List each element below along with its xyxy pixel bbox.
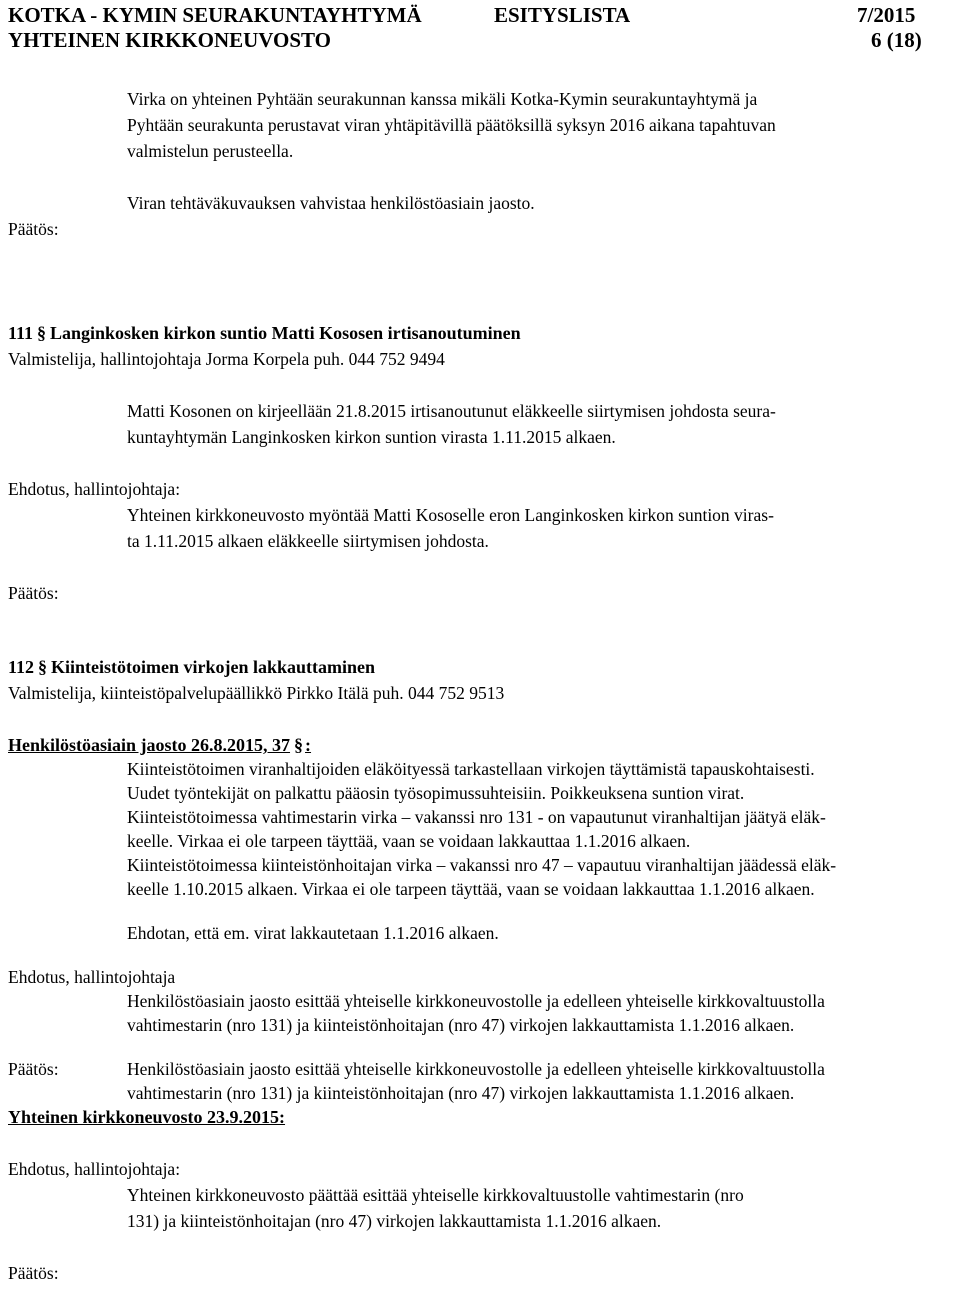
- item-112-body: Kiinteistötoimessa vahtimestarin virka – vakanssi nro 131 - on vapautunut viranhaltijan jäätyä eläk-: [127, 807, 826, 827]
- item-112-body: keelle 1.10.2015 alkaen. Virkaa ei ole tarpeen täyttää, vaan se voidaan lakkauttaa 1.1.2016 alkaen.: [127, 879, 815, 899]
- intro-line: Virka on yhteinen Pyhtään seurakunnan kanssa mikäli Kotka-Kymin seurakuntayhtymä ja: [127, 89, 758, 109]
- item-112-suggestion: Ehdotan, että em. virat lakkautetaan 1.1.2016 alkaen.: [127, 923, 499, 943]
- decision-label: Päätös:: [8, 219, 59, 239]
- section-sign: §: [38, 657, 48, 677]
- item-112-decision: vahtimestarin (nro 131) ja kiinteistönhoitajan (nro 47) virkojen lakkauttamista 1.1.2016 alkaen.: [127, 1083, 795, 1103]
- item-title: Kiinteistötoimen virkojen lakkauttaminen: [51, 657, 376, 677]
- item-112-proposal: Henkilöstöasiain jaosto esittää yhteiselle kirkkoneuvostolle ja edelleen yhteiselle kirkkovaltuustolla: [127, 991, 825, 1011]
- item-112-preparer: Valmistelija, kiinteistöpalvelupäällikkö Pirkko Itälä puh. 044 752 9513: [8, 683, 505, 703]
- item-number: 112: [8, 657, 35, 677]
- item-111-preparer: Valmistelija, hallintojohtaja Jorma Korpela puh. 044 752 9494: [8, 349, 445, 369]
- board-name: YHTEINEN KIRKKONEUVOSTO: [8, 28, 332, 52]
- item-111-body: Matti Kosonen on kirjeellään 21.8.2015 irtisanoutunut eläkkeelle siirtymisen johdosta seura-: [127, 401, 776, 421]
- item-112-heading: [8, 654, 375, 680]
- decision-label: Päätös:: [8, 583, 59, 603]
- decision-label: Päätös:: [8, 1059, 59, 1079]
- item-112-proposal: vahtimestarin (nro 131) ja kiinteistönhoitajan (nro 47) virkojen lakkauttamista 1.1.2016 alkaen.: [127, 1015, 795, 1035]
- section-sign: §: [37, 323, 47, 343]
- intro-line: Pyhtään seurakunta perustavat viran yhtäpitävillä päätöksillä syksyn 2016 aikana tapahtuvan: [127, 115, 776, 135]
- subcommittee-heading: Henkilöstöasiain jaosto 26.8.2015, 37 § :: [8, 732, 311, 758]
- item-111-proposal: ta 1.11.2015 alkaen eläkkeelle siirtymisen johdosta.: [127, 531, 489, 551]
- document-number: 7/2015: [857, 3, 916, 27]
- page-number: 6 (18): [871, 28, 922, 52]
- item-112-body: Kiinteistötoimen viranhaltijoiden eläköityessä tarkastellaan virkojen täyttämistä tapauskohtaisesti.: [127, 759, 815, 779]
- item-title: Langinkosken kirkon suntio Matti Kososen irtisanoutuminen: [50, 323, 521, 343]
- board-proposal: 131) ja kiinteistönhoitajan (nro 47) virkojen lakkauttamista 1.1.2016 alkaen.: [127, 1211, 662, 1231]
- item-111-proposal: Yhteinen kirkkoneuvosto myöntää Matti Kososelle eron Langinkosken kirkon suntion viras-: [127, 505, 774, 525]
- document-type: ESITYSLISTA: [494, 3, 631, 27]
- item-112-body: Uudet työntekijät on palkattu pääosin työsopimussuhteisiin. Poikkeuksena suntion virat.: [127, 783, 745, 803]
- item-112-body: Kiinteistötoimessa kiinteistönhoitajan virka – vakanssi nro 47 – vapautuu viranhaltijan jäädessä eläk-: [127, 855, 837, 875]
- section-sign: §: [294, 735, 304, 755]
- item-112-decision: Henkilöstöasiain jaosto esittää yhteiselle kirkkoneuvostolle ja edelleen yhteiselle kirkkovaltuustolla: [127, 1059, 825, 1079]
- item-number: 111: [8, 323, 34, 343]
- decision-label: Päätös:: [8, 1263, 59, 1283]
- proposal-label: Ehdotus, hallintojohtaja:: [8, 1159, 181, 1179]
- intro-line: valmistelun perusteella.: [127, 141, 294, 161]
- board-proposal: Yhteinen kirkkoneuvosto päättää esittää yhteiselle kirkkovaltuustolle vahtimestarin (nro: [127, 1185, 744, 1205]
- item-111-heading: [8, 320, 521, 346]
- proposal-label: Ehdotus, hallintojohtaja:: [8, 479, 181, 499]
- item-111-body: kuntayhtymän Langinkosken kirkon suntion virasta 1.11.2015 alkaen.: [127, 427, 616, 447]
- intro-confirm: Viran tehtäväkuvauksen vahvistaa henkilöstöasiain jaosto.: [127, 193, 535, 213]
- proposal-label: Ehdotus, hallintojohtaja: [8, 967, 176, 987]
- item-112-body: keelle. Virkaa ei ole tarpeen täyttää, vaan se voidaan lakkauttaa 1.1.2016 alkaen.: [127, 831, 691, 851]
- board-heading: Yhteinen kirkkoneuvosto 23.9.2015:: [8, 1107, 286, 1127]
- organization-name: KOTKA - KYMIN SEURAKUNTAYHTYMÄ: [8, 3, 422, 27]
